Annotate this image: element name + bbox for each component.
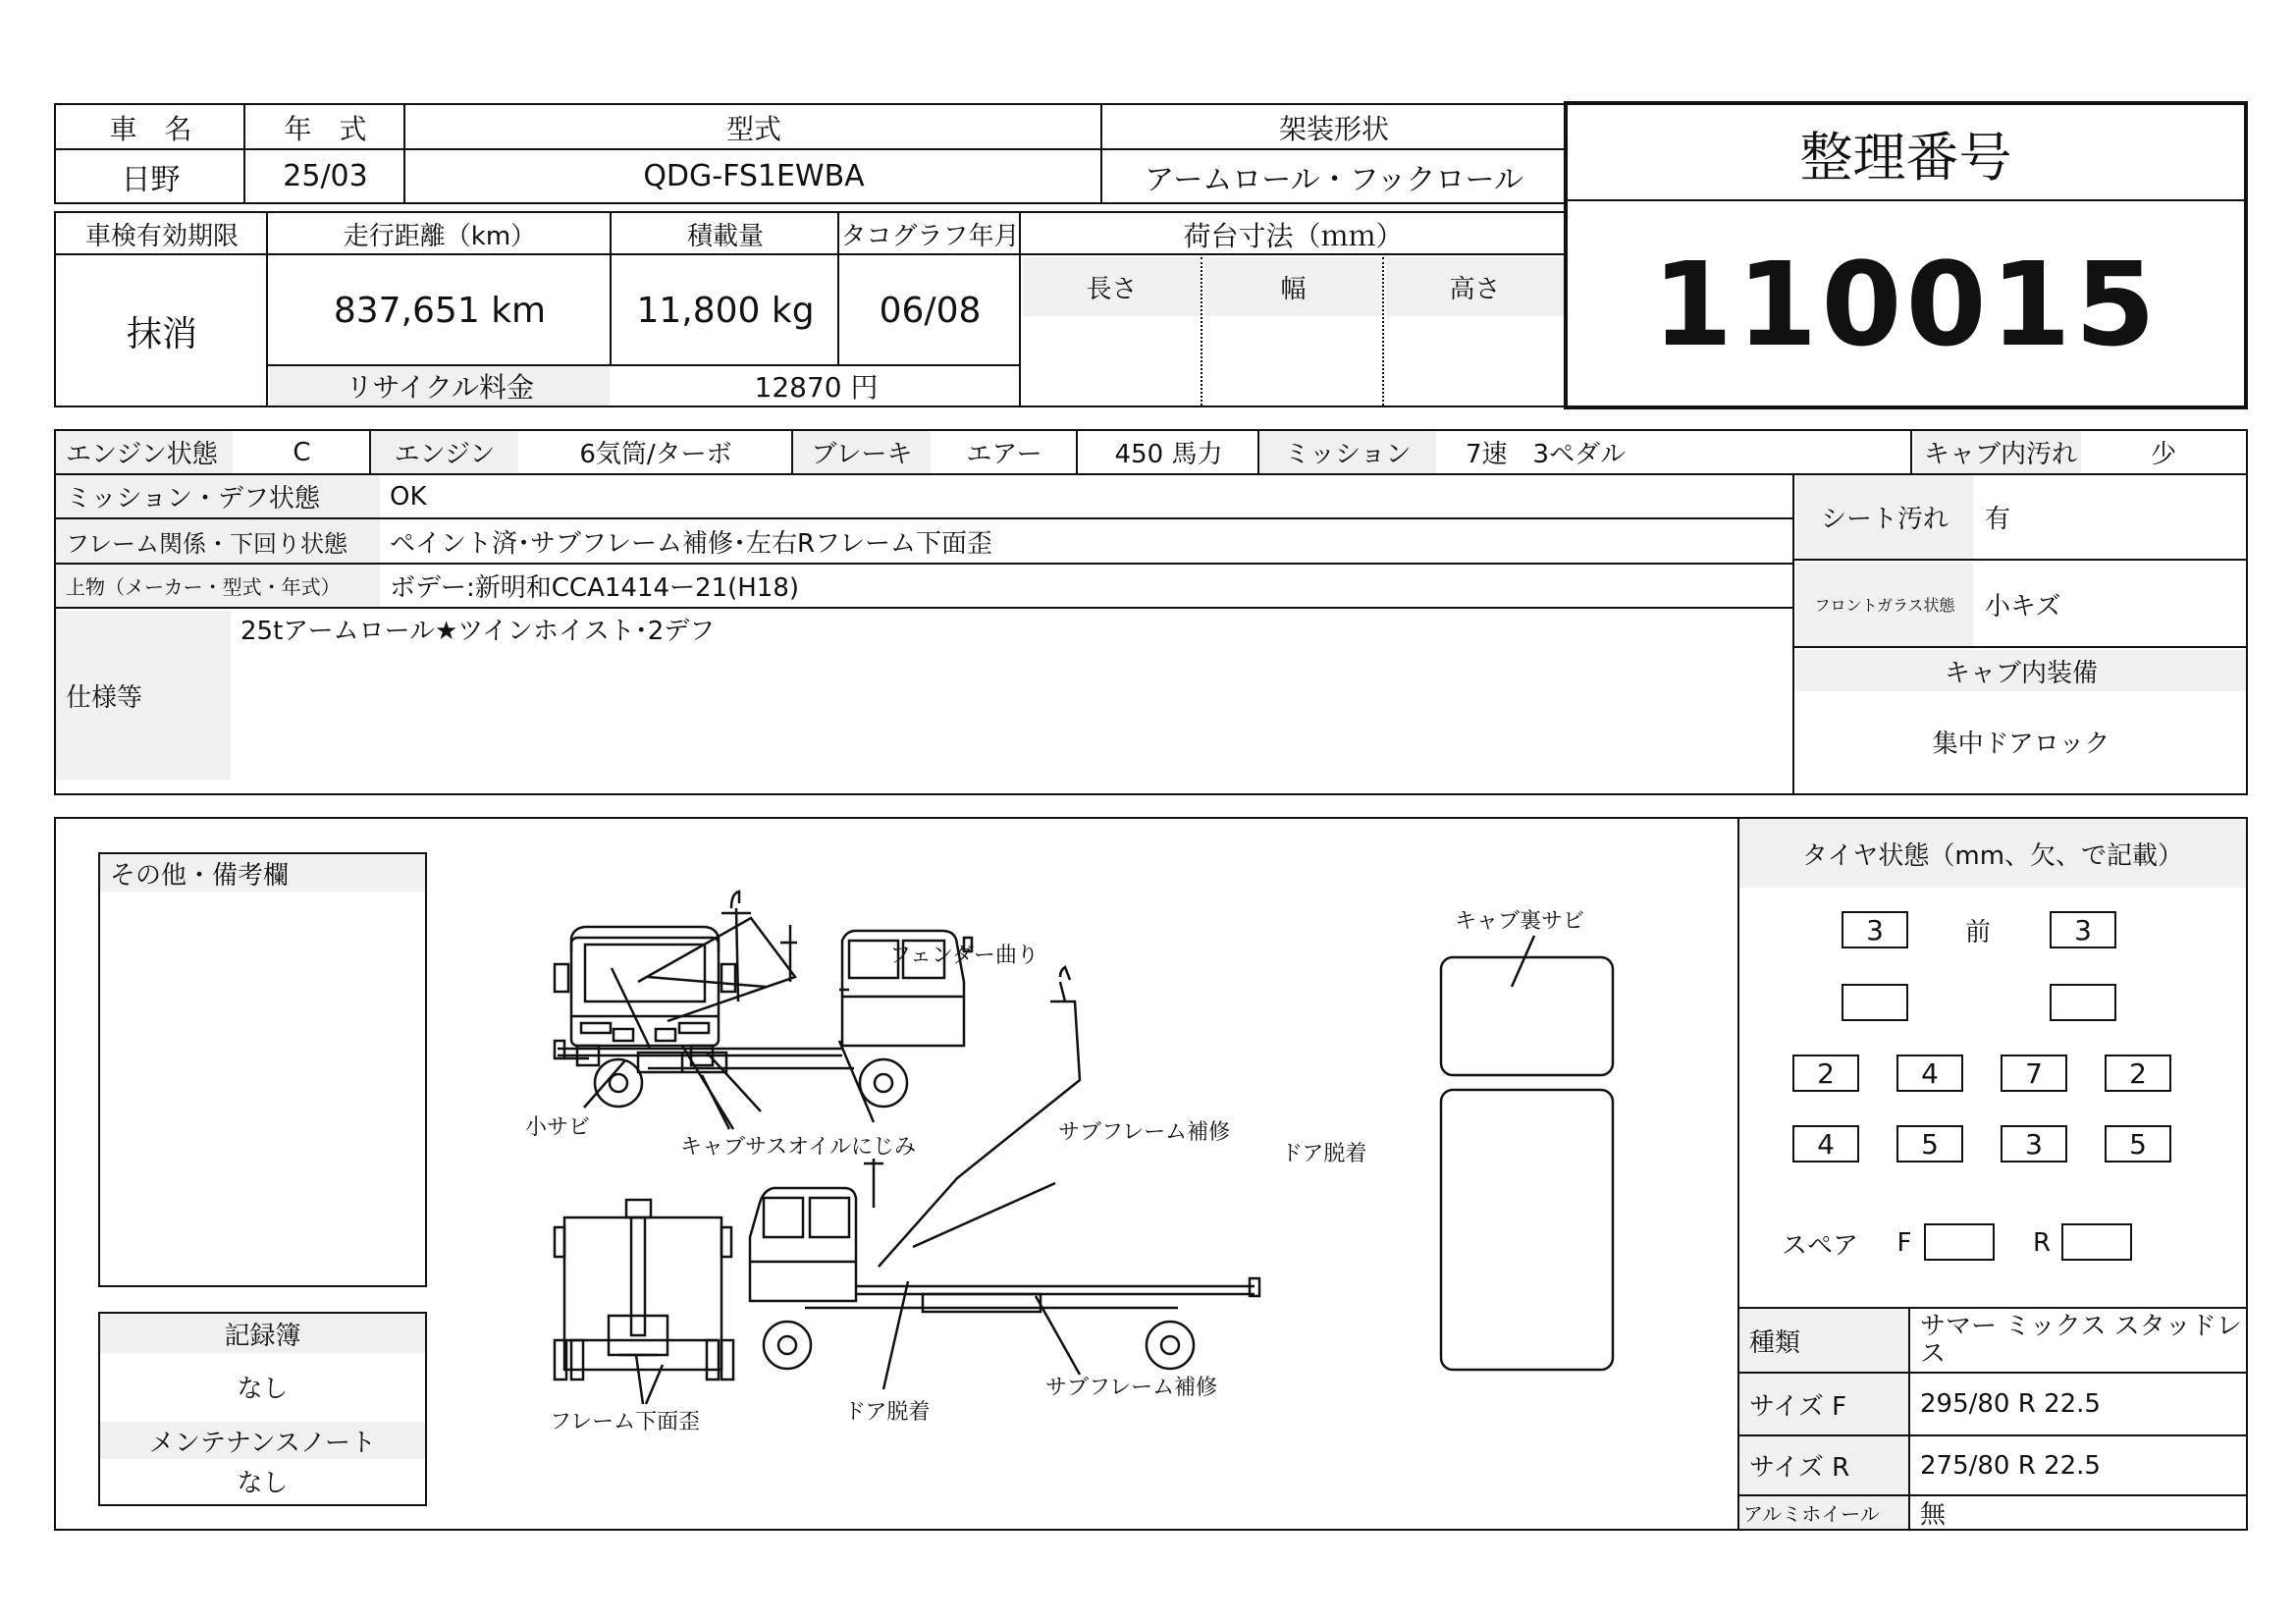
tire-front-right-inner: [2050, 984, 2116, 1021]
model-label: 型式: [725, 113, 781, 145]
spare-f-box: [1924, 1223, 1995, 1261]
mileage-label: 走行距離（km）: [343, 222, 537, 251]
remarks-box: [98, 852, 427, 1287]
tire-kind-label: 種類: [1739, 1309, 1908, 1372]
mission-diff-value: OK: [390, 481, 427, 512]
mission-diff-label: ミッション・デフ状態: [56, 475, 380, 517]
tire-kind-value: サマー ミックス スタッドレス: [1920, 1312, 2242, 1369]
alumi-value: 無: [1920, 1500, 1947, 1530]
truck-diagram: [510, 884, 1639, 1453]
body-type-value: アームロール・フックロール: [1145, 162, 1523, 197]
rear-view-truck: [555, 1200, 733, 1380]
recycle-value: 12870 円: [754, 371, 879, 404]
label-subframe-1: サブフレーム補修: [1058, 1120, 1231, 1145]
tire-size-f-label: サイズ F: [1739, 1374, 1908, 1434]
engine-state-label: エンジン状態: [56, 431, 233, 473]
tire-rear2-1: 4: [1792, 1125, 1859, 1163]
mileage-value: 837,651 km: [333, 291, 547, 331]
engine-state-value: C: [293, 437, 311, 467]
spec-label: 仕様等: [56, 611, 231, 780]
side-view-truck-right: [555, 892, 972, 1107]
label-cab-suspension: キャブサスオイルにじみ: [680, 1135, 917, 1160]
horsepower-value: 450 馬力: [1114, 440, 1223, 469]
tire-title: タイヤ状態（mm、欠、で記載）: [1739, 819, 2246, 888]
frame-label: フレーム関係・下回り状態: [56, 519, 380, 563]
car-name-value: 日野: [121, 162, 181, 197]
engine-label: エンジン: [371, 431, 518, 473]
tire-front-right: 3: [2050, 911, 2116, 948]
cab-equip-value: 集中ドアロック: [1932, 729, 2110, 759]
tire-rear2-3: 3: [2001, 1125, 2067, 1163]
tire-front-label: 前: [1964, 917, 1991, 947]
label-door-2: ドア脱着: [844, 1400, 931, 1425]
maint-value: なし: [237, 1468, 289, 1498]
spare-r-label: R: [2032, 1228, 2052, 1258]
tire-front-left: 3: [1842, 911, 1908, 948]
body-type-label: 架装形状: [1278, 113, 1389, 145]
tire-size-f-value: 295/80 R 22.5: [1920, 1389, 2101, 1419]
seat-value: 有: [1985, 505, 2011, 534]
ref-number-value: 110015: [1652, 237, 2160, 372]
mission-value: 7速 3ペダル: [1466, 440, 1627, 469]
model-value: QDG-FS1EWBA: [643, 159, 865, 193]
tire-size-r-value: 275/80 R 22.5: [1920, 1450, 2101, 1481]
tire-rear1-1: 2: [1792, 1055, 1859, 1092]
mission-label: ミッション: [1259, 431, 1436, 473]
label-frame-bottom: フレーム下面歪: [550, 1410, 701, 1434]
maint-label: メンテナンスノート: [100, 1422, 425, 1459]
cab-dirt-label: キャブ内汚れ: [1914, 431, 2081, 473]
seat-label: シート汚れ: [1796, 475, 1973, 559]
recycle-label: リサイクル料金: [270, 366, 610, 406]
body-value: ボデー:新明和CCA1414ー21(H18): [390, 573, 800, 603]
cargo-width-label: 幅: [1204, 257, 1382, 316]
capacity-value: 11,800 kg: [636, 291, 815, 331]
tire-rear2-4: 5: [2105, 1125, 2171, 1163]
label-door-1: ドア脱着: [1281, 1142, 1367, 1166]
year-label: 年 式: [284, 113, 367, 145]
cab-top-view: [1441, 957, 1613, 1075]
car-name-label: 車 名: [109, 113, 192, 145]
glass-value: 小キズ: [1985, 592, 2061, 622]
cab-dirt-value: 少: [2150, 440, 2176, 469]
spare-f-label: F: [1896, 1228, 1912, 1258]
capacity-label: 積載量: [686, 222, 764, 251]
record-label: 記録簿: [100, 1314, 425, 1353]
ref-number-label: 整理番号: [1799, 126, 2012, 189]
engine-value: 6気筒/ターボ: [579, 440, 732, 469]
frame-value: ペイント済･サブフレーム補修･左右Rフレーム下面歪: [390, 528, 992, 559]
side-view-truck-left: [750, 967, 1259, 1369]
tire-rear1-4: 2: [2105, 1055, 2171, 1092]
front-view-truck: [555, 927, 735, 1065]
body-label: 上物（メーカー・型式・年式）: [56, 565, 380, 607]
tire-rear2-2: 5: [1896, 1125, 1963, 1163]
tire-rear1-2: 4: [1896, 1055, 1963, 1092]
tire-rear1-3: 7: [2001, 1055, 2067, 1092]
brake-label: ブレーキ: [793, 431, 931, 473]
cargo-dim-label: 荷台寸法（ｍｍ）: [1183, 219, 1404, 252]
cargo-height-label: 高さ: [1386, 257, 1564, 316]
label-cab-rust: キャブ裏サビ: [1455, 909, 1585, 934]
label-subframe-2: サブフレーム補修: [1045, 1376, 1218, 1400]
tire-front-left-inner: [1842, 984, 1908, 1021]
spare-r-box: [2061, 1223, 2132, 1261]
tachograph-value: 06/08: [879, 291, 982, 331]
brake-value: エアー: [966, 440, 1042, 469]
inspection-label: 車検有効期限: [84, 222, 239, 251]
inspection-value: 抹消: [126, 314, 197, 354]
year-value: 25/03: [283, 159, 368, 193]
remarks-label: その他・備考欄: [100, 854, 425, 892]
bed-top-view: [1441, 1090, 1613, 1370]
tire-size-r-label: サイズ R: [1739, 1436, 1908, 1494]
spare-label: スペア: [1782, 1230, 1859, 1261]
label-rust-small: 小サビ: [525, 1115, 591, 1140]
cab-equip-label: キャブ内装備: [1796, 650, 2246, 691]
tachograph-label: タコグラフ年月: [840, 222, 1020, 251]
spec-value: 25tアームロール★ツインホイスト･2デフ: [240, 617, 716, 646]
glass-label: フロントガラス状態: [1796, 563, 1973, 646]
label-fender: フェンダー曲り: [889, 944, 1040, 968]
cargo-length-label: 長さ: [1023, 257, 1201, 316]
alumi-label: アルミホイール: [1739, 1496, 1908, 1529]
record-value: なし: [237, 1374, 289, 1404]
